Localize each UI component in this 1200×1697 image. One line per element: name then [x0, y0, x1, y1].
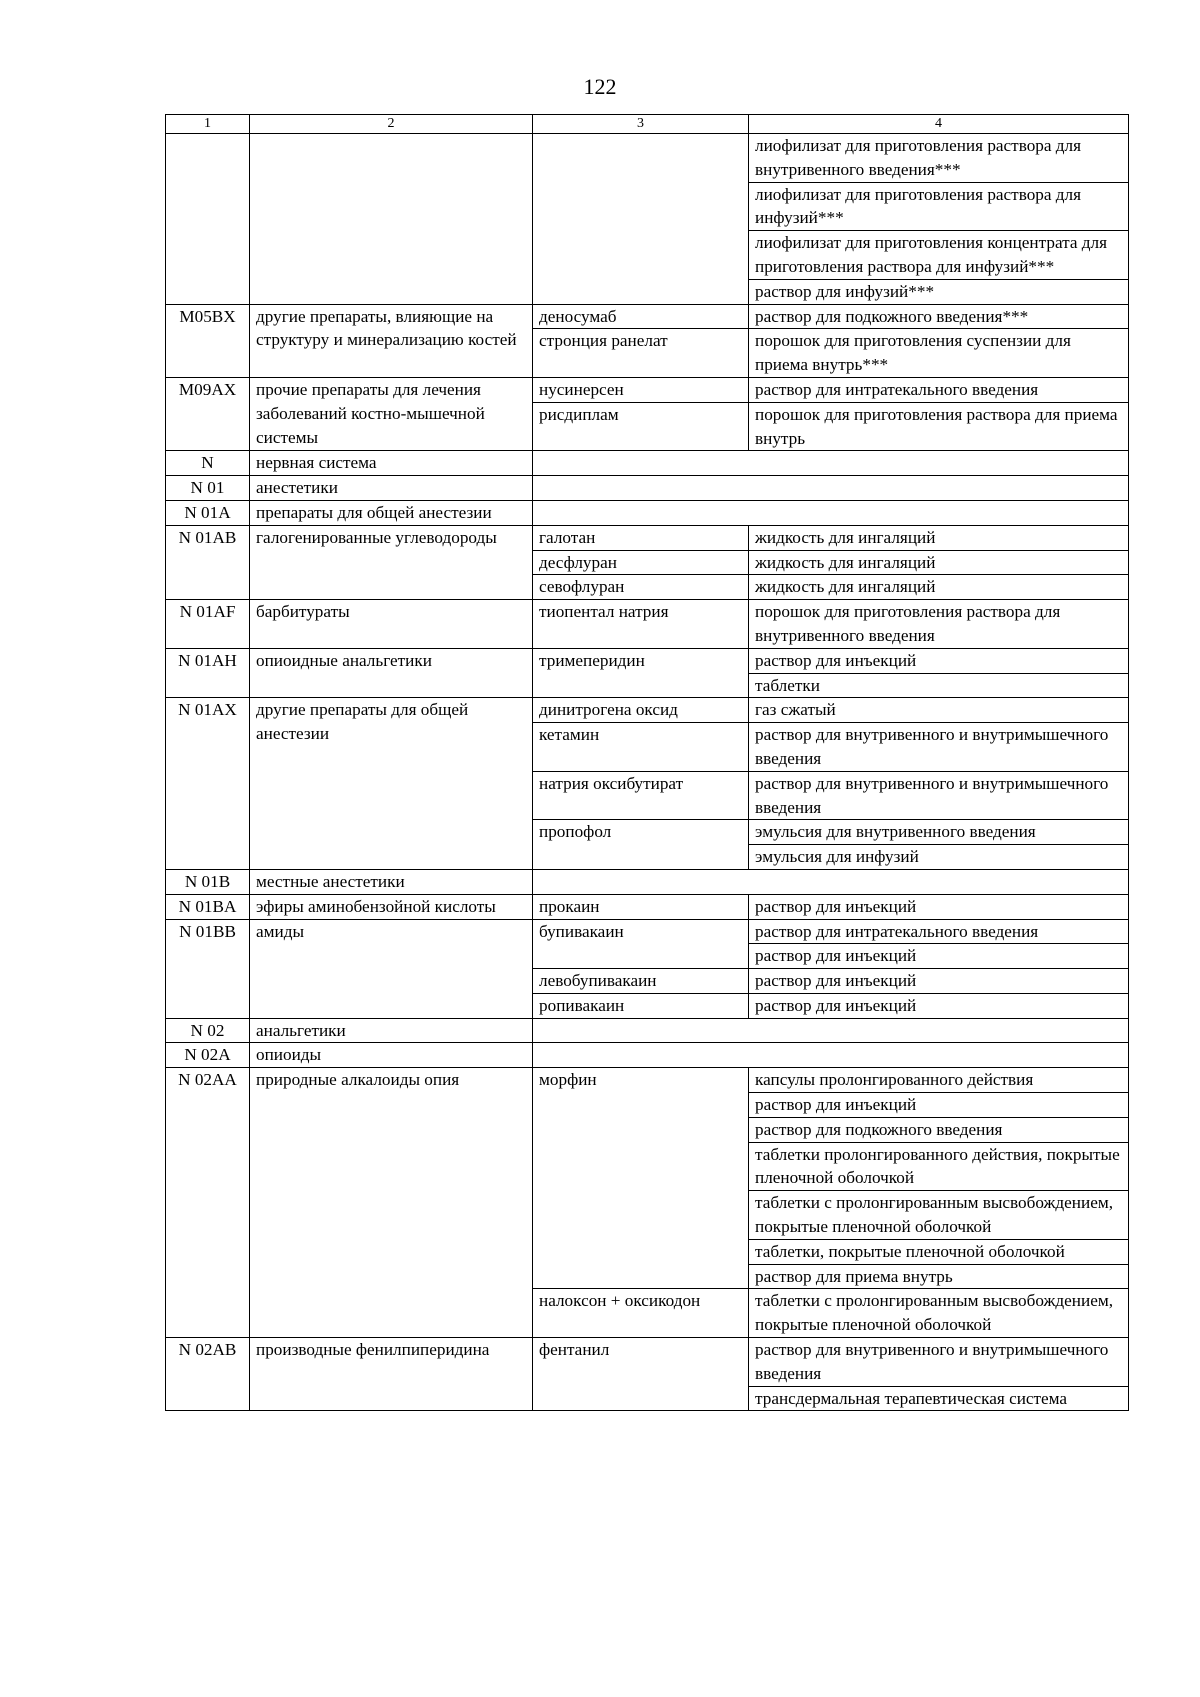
- atc-code-cell: N: [166, 451, 250, 475]
- substance-name: нусинерсен: [533, 378, 749, 402]
- atc-group-name-cell: барбитураты: [250, 600, 533, 648]
- dosage-forms-list: [749, 305, 1128, 329]
- substance-group: [533, 402, 1128, 451]
- table-row: [165, 698, 1129, 870]
- substance-group: [533, 722, 1128, 771]
- substance-forms-cell: [533, 698, 1128, 869]
- dosage-form: таблетки пролонгированного действия, покрытые пленочной оболочкой: [749, 1142, 1128, 1191]
- substance-group: [533, 1338, 1128, 1410]
- dosage-form: порошок для приготовления суспензии для приема внутрь***: [755, 331, 1071, 375]
- dosage-form: таблетки, покрытые пленочной оболочкой: [749, 1239, 1128, 1264]
- substance-forms-cell: [533, 895, 1128, 919]
- atc-code-cell: N 01AB: [166, 526, 250, 599]
- dosage-form: раствор для инъекций: [755, 650, 917, 670]
- substance-name: фентанил: [533, 1338, 749, 1410]
- substance-name: тиопентал натрия: [533, 600, 749, 648]
- table-row: [165, 895, 1129, 920]
- atc-group-name-cell: другие препараты для общей анестезии: [250, 698, 533, 869]
- atc-code-cell: N 01AX: [166, 698, 250, 869]
- substance-group: [533, 968, 1128, 993]
- dosage-form: раствор для внутривенного и внутримышечного введения: [755, 773, 1109, 817]
- substance-name: пропофол: [533, 820, 749, 869]
- substance-group: [533, 1288, 1128, 1337]
- atc-code-cell: N 01B: [166, 870, 250, 894]
- table-body: [165, 134, 1129, 1411]
- substance-group: [533, 993, 1128, 1018]
- dosage-form: жидкость для ингаляций: [755, 552, 936, 572]
- substance-name: натрия оксибутират: [533, 772, 749, 820]
- dosage-form: трансдермальная терапевтическая система: [749, 1386, 1128, 1411]
- dosage-form: эмульсия для инфузий: [749, 844, 1128, 869]
- table-row: [165, 134, 1129, 305]
- atc-code-cell: N 01AH: [166, 649, 250, 698]
- table-row: [165, 501, 1129, 526]
- substance-name: ропивакаин: [533, 994, 749, 1018]
- dosage-forms-list: [749, 649, 1128, 698]
- substance-group: [533, 600, 1128, 648]
- substance-forms-cell: [533, 1043, 1128, 1067]
- atc-code-cell: N 01A: [166, 501, 250, 525]
- page-number: 122: [583, 74, 617, 99]
- dosage-form: раствор для инъекций: [749, 1092, 1128, 1117]
- dosage-form: лиофилизат для приготовления раствора для инфузий***: [749, 182, 1128, 231]
- atc-group-name-cell: [250, 134, 533, 304]
- dosage-form: жидкость для ингаляций: [755, 527, 936, 547]
- dosage-forms-list: [749, 1289, 1128, 1337]
- table-row: [165, 1043, 1129, 1068]
- atc-code-cell: N 02AA: [166, 1068, 250, 1337]
- substance-group: [533, 526, 1128, 550]
- column-header-1: 1: [166, 115, 250, 133]
- dosage-form: раствор для инъекций: [749, 943, 1128, 968]
- dosage-form: жидкость для ингаляций: [755, 577, 936, 597]
- substance-group: [533, 649, 1128, 698]
- column-header-3: 3: [533, 115, 749, 133]
- dosage-forms-list: [749, 772, 1128, 820]
- substance-group: [533, 819, 1128, 869]
- table-header-row: [165, 114, 1129, 134]
- dosage-forms-list: [749, 526, 1128, 550]
- substance-forms-cell: [533, 870, 1128, 894]
- substance-group: [533, 134, 1128, 304]
- table-row: [165, 649, 1129, 699]
- substance-name: севофлуран: [533, 575, 749, 599]
- dosage-forms-list: [749, 600, 1128, 648]
- atc-group-name-cell: опиоиды: [250, 1043, 533, 1067]
- dosage-forms-list: [749, 994, 1128, 1018]
- substance-name: тримеперидин: [533, 649, 749, 698]
- column-header-4: 4: [935, 116, 942, 131]
- drug-list-table: [165, 114, 1129, 1411]
- dosage-form: раствор для подкожного введения: [749, 1117, 1128, 1142]
- substance-forms-cell: [533, 1068, 1128, 1337]
- substance-group: [533, 895, 1128, 919]
- atc-code-cell: [166, 134, 250, 304]
- dosage-forms-list: [749, 1068, 1128, 1288]
- dosage-form: раствор для подкожного введения***: [755, 306, 1029, 326]
- dosage-form: лиофилизат для приготовления раствора для внутривенного введения***: [755, 136, 1082, 179]
- dosage-form: раствор для внутривенного и внутримышечного введения: [755, 725, 1109, 768]
- atc-group-name-cell: природные алкалоиды опия: [250, 1068, 533, 1337]
- dosage-forms-list: [749, 403, 1128, 451]
- dosage-form: порошок для приготовления раствора для приема внутрь: [755, 404, 1118, 448]
- substance-group: [533, 920, 1128, 969]
- dosage-forms-list: [749, 723, 1128, 771]
- substance-name: галотан: [533, 526, 749, 550]
- atc-group-name-cell: местные анестетики: [250, 870, 533, 894]
- table-row: [165, 526, 1129, 600]
- atc-group-name-cell: опиоидные анальгетики: [250, 649, 533, 698]
- substance-group: [533, 771, 1128, 820]
- substance-name: налоксон + оксикодон: [533, 1289, 749, 1337]
- dosage-form: эмульсия для внутривенного введения: [755, 822, 1036, 842]
- table-row: [165, 1338, 1129, 1411]
- dosage-forms-list: [749, 551, 1128, 575]
- dosage-forms-list: [749, 820, 1128, 869]
- table-row: [165, 451, 1129, 476]
- substance-forms-cell: [533, 305, 1128, 377]
- dosage-form: раствор для приема внутрь: [749, 1264, 1128, 1289]
- table-row: [165, 600, 1129, 649]
- dosage-form: раствор для инъекций: [755, 971, 917, 991]
- table-row: [165, 476, 1129, 501]
- atc-group-name-cell: прочие препараты для лечения заболеваний костно-мышечной системы: [250, 378, 533, 450]
- dosage-form: таблетки: [749, 673, 1128, 698]
- substance-group: [533, 574, 1128, 599]
- atc-code-cell: N 01AF: [166, 600, 250, 648]
- atc-group-name-cell: анальгетики: [250, 1019, 533, 1043]
- table-row: [165, 1019, 1129, 1044]
- dosage-form: раствор для интратекального введения: [755, 921, 1039, 941]
- substance-forms-cell: [533, 649, 1128, 698]
- dosage-form: таблетки с пролонгированным высвобождением, покрытые пленочной оболочкой: [755, 1291, 1113, 1335]
- dosage-form: капсулы пролонгированного действия: [755, 1070, 1034, 1090]
- dosage-form: раствор для инфузий***: [749, 279, 1128, 304]
- dosage-forms-list: [749, 698, 1128, 722]
- substance-group: [533, 1068, 1128, 1288]
- substance-forms-cell: [533, 526, 1128, 599]
- table-row: [165, 1068, 1129, 1338]
- dosage-form: раствор для инъекций: [755, 995, 917, 1015]
- dosage-form: лиофилизат для приготовления концентрата для приготовления раствора для инфузий***: [749, 230, 1128, 279]
- atc-group-name-cell: другие препараты, влияющие на структуру и минерализацию костей: [250, 305, 533, 377]
- atc-code-cell: N 02A: [166, 1043, 250, 1067]
- dosage-form: газ сжатый: [755, 700, 836, 720]
- substance-name: стронция ранелат: [533, 329, 749, 377]
- atc-group-name-cell: анестетики: [250, 476, 533, 500]
- table-row: [165, 378, 1129, 451]
- substance-group: [533, 698, 1128, 722]
- dosage-forms-list: [749, 895, 1128, 919]
- substance-group: [533, 378, 1128, 402]
- substance-forms-cell: [533, 1338, 1128, 1410]
- substance-group: [533, 550, 1128, 575]
- dosage-form: раствор для инъекций: [755, 896, 917, 916]
- atc-group-name-cell: производные фенилпиперидина: [250, 1338, 533, 1410]
- substance-name: динитрогена оксид: [533, 698, 749, 722]
- dosage-forms-list: [749, 969, 1128, 993]
- substance-name: десфлуран: [533, 551, 749, 575]
- substance-forms-cell: [533, 476, 1128, 500]
- substance-forms-cell: [533, 1019, 1128, 1043]
- dosage-forms-list: [749, 378, 1128, 402]
- atc-code-cell: M09AX: [166, 378, 250, 450]
- dosage-forms-list: [749, 920, 1128, 969]
- substance-name: бупивакаин: [533, 920, 749, 969]
- atc-code-cell: N 01: [166, 476, 250, 500]
- substance-group: [533, 305, 1128, 329]
- substance-group: [533, 328, 1128, 377]
- atc-group-name-cell: амиды: [250, 920, 533, 1018]
- table-row: [165, 920, 1129, 1019]
- dosage-form: порошок для приготовления раствора для внутривенного введения: [755, 602, 1061, 645]
- substance-name: морфин: [533, 1068, 749, 1288]
- substance-name: [533, 134, 749, 304]
- substance-forms-cell: [533, 134, 1128, 304]
- dosage-form: таблетки с пролонгированным высвобождением, покрытые пленочной оболочкой: [749, 1190, 1128, 1239]
- substance-name: кетамин: [533, 723, 749, 771]
- substance-forms-cell: [533, 920, 1128, 1018]
- atc-code-cell: N 01BA: [166, 895, 250, 919]
- dosage-form: раствор для интратекального введения: [755, 379, 1039, 399]
- table-row: [165, 305, 1129, 378]
- substance-name: прокаин: [533, 895, 749, 919]
- substance-forms-cell: [533, 451, 1128, 475]
- dosage-forms-list: [749, 575, 1128, 599]
- substance-forms-cell: [533, 378, 1128, 450]
- substance-name: рисдиплам: [533, 403, 749, 451]
- atc-code-cell: N 02AB: [166, 1338, 250, 1410]
- dosage-forms-list: [749, 134, 1128, 304]
- atc-code-cell: N 02: [166, 1019, 250, 1043]
- substance-name: левобупивакаин: [533, 969, 749, 993]
- atc-group-name-cell: препараты для общей анестезии: [250, 501, 533, 525]
- dosage-forms-list: [749, 1338, 1128, 1410]
- table-row: [165, 870, 1129, 895]
- atc-code-cell: M05BX: [166, 305, 250, 377]
- atc-group-name-cell: галогенированные углеводороды: [250, 526, 533, 599]
- column-header-2: 2: [250, 115, 533, 133]
- substance-forms-cell: [533, 600, 1128, 648]
- substance-name: деносумаб: [533, 305, 749, 329]
- atc-group-name-cell: эфиры аминобензойной кислоты: [250, 895, 533, 919]
- dosage-forms-list: [749, 329, 1128, 377]
- atc-code-cell: N 01BB: [166, 920, 250, 1018]
- substance-forms-cell: [533, 501, 1128, 525]
- dosage-form: раствор для внутривенного и внутримышечного введения: [755, 1340, 1109, 1383]
- atc-group-name-cell: нервная система: [250, 451, 533, 475]
